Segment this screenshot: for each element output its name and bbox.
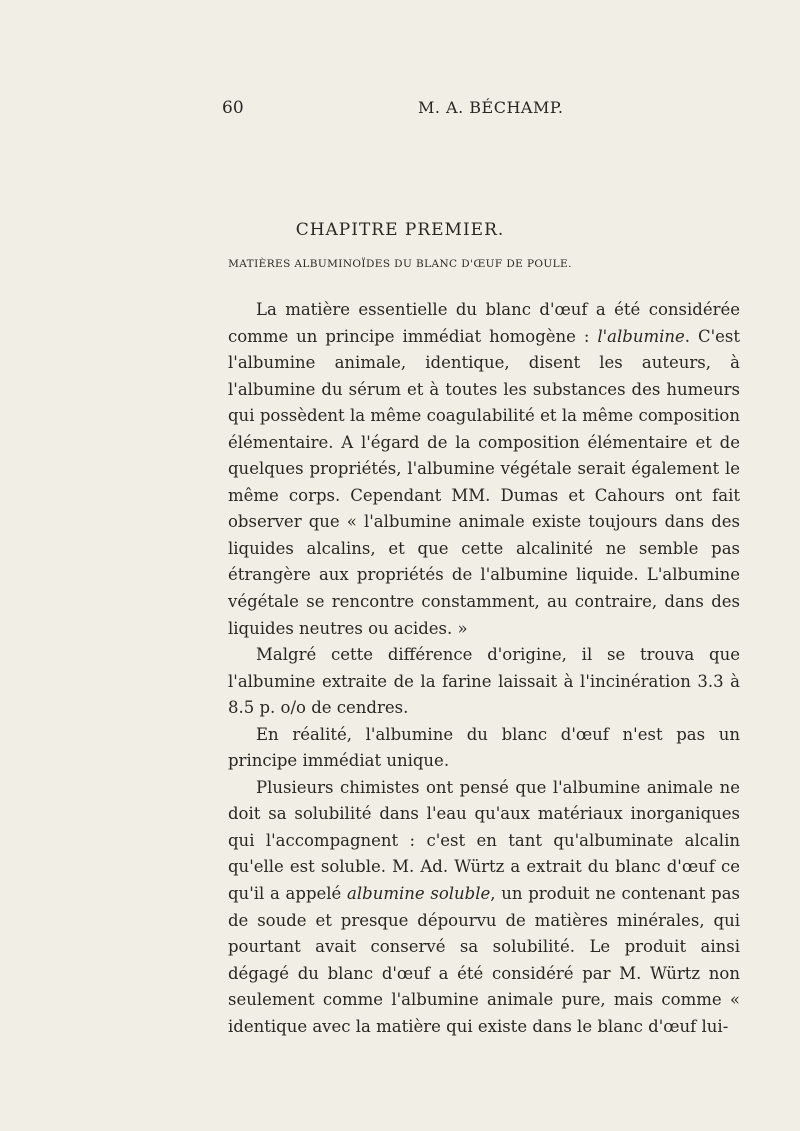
page-number: 60 [222, 98, 244, 118]
paragraph-italic: albumine soluble [347, 884, 491, 904]
paragraph-text: La matière essentielle du blanc d'œuf a été considérée comme un principe immédiat homogène : [228, 300, 740, 346]
paragraph-text: Malgré cette différence d'origine, il se trouva que l'albumine extraite de la farine laissait à l'incinération 3.3 à 8.5 p. o/o de cendres. [228, 645, 740, 718]
paragraph-3 [228, 722, 740, 775]
paragraph-text: , un produit ne contenant pas de soude et presque dépourvu de matières minérales, qui pourtant avait conservé sa solubilité. Le produit ainsi dégagé du blanc d'œuf a été considéré par M. Würtz non seulement comme l'albumine animale pure, mais comme « identique avec la matière qui existe dans le blanc d'œuf lui- [228, 884, 740, 1036]
paragraph-4 [228, 775, 740, 1040]
paragraph-1 [228, 297, 740, 642]
chapter-title: CHAPITRE PREMIER. [295, 220, 505, 240]
paragraph-2 [228, 642, 740, 722]
chapter-subtitle: MATIÈRES ALBUMINOÏDES DU BLANC D'ŒUF DE POULE. [228, 258, 572, 270]
page-header [222, 98, 742, 128]
paragraph-text: Plusieurs chimistes ont pensé que l'albumine animale ne doit sa solubilité dans l'eau qu'aux matériaux inorganiques qui l'accompagnent : c'est en tant qu'albuminate alcalin qu'elle est soluble. M. Ad. Würtz a extrait du blanc d'œuf ce qu'il a appelé [228, 777, 740, 904]
paragraph-italic: l'albumine [597, 326, 685, 346]
paragraph-text: En réalité, l'albumine du blanc d'œuf n'est pas un principe immédiat unique. [228, 724, 740, 771]
body-text [228, 297, 740, 1040]
running-head: M. A. BÉCHAMP. [418, 98, 564, 117]
paragraph-text: . C'est l'albumine animale, identique, disent les auteurs, à l'albumine du sérum et à toutes les substances des humeurs qui possèdent la même coagulabilité et la même composition élémentaire. A l'égard de la composition élémentaire et de quelques propriétés, l'albumine végétale serait également le même corps. Cependant MM. Dumas et Cahours ont fait observer que « l'albumine animale existe toujours dans des liquides alcalins, et que cette alcalinité ne semble pas étrangère aux propriétés de l'albumine liquide. L'albumine végétale se rencontre constamment, au contraire, dans des liquides neutres ou acides. » [228, 326, 740, 638]
